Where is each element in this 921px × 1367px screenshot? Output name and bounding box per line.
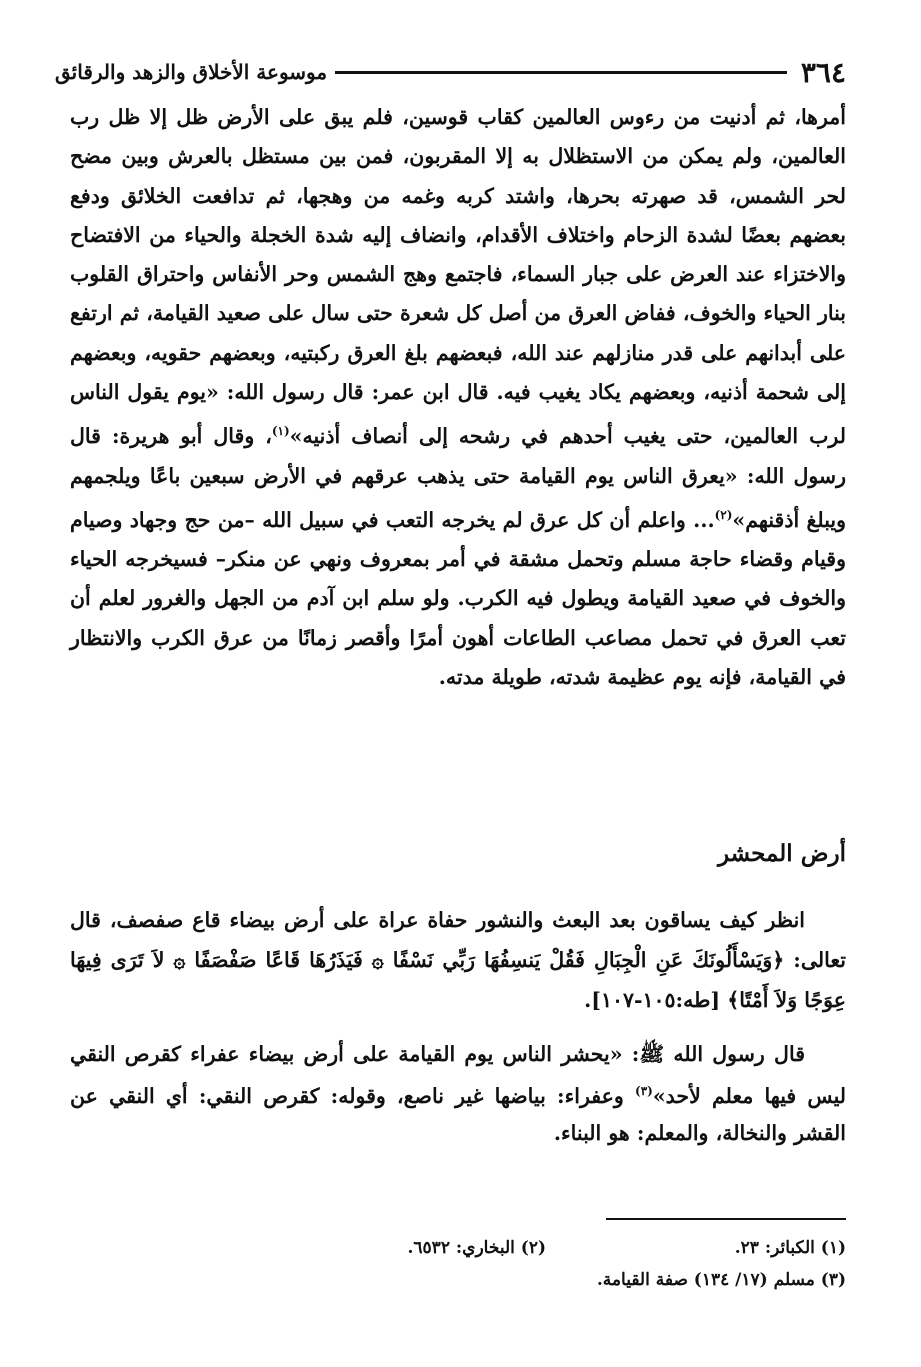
footnote-1: (١) الكبائر: ٢٣. — [734, 1238, 846, 1258]
footnote-row — [70, 1232, 846, 1264]
page-header — [55, 52, 846, 92]
verse-reference: [طه:١٠٥-١٠٧]. — [584, 988, 728, 1012]
paragraph-3a: قال رسول الله ﷺ: «يحشر الناس يوم القيامة على أرض بيضاء عفراء كقرص النقي ليس فيها معلم لأحد» — [70, 1042, 847, 1108]
footnote-divider — [606, 1218, 846, 1220]
quran-verse: ﴿وَيَسْأَلُونَكَ عَنِ الْجِبَالِ فَقُلْ يَنسِفُهَا رَبِّي نَسْفًا ۞ فَيَذَرُهَا قَاعًا صَفْصَفًا ۞ لاَ تَرَى فِيهَا عِوَجًا وَلاَ أَمْتًا﴾ — [70, 948, 846, 1012]
section-heading: أرض المحشر — [717, 840, 846, 867]
footnote-ref-3[interactable]: (٣) — [635, 1084, 653, 1098]
main-paragraph — [70, 98, 846, 697]
footnote-2: (٢) البخاري: ٦٥٣٢. — [407, 1238, 546, 1258]
header-title: موسوعة الأخلاق والزهد والرقائق — [55, 60, 328, 84]
footnote-3: (٣) مسلم (١٧/ ١٣٤) صفة القيامة. — [596, 1270, 846, 1290]
footnote-row — [70, 1264, 846, 1296]
page-number: ٣٦٤ — [800, 55, 846, 89]
paragraph-2-intro: انظر كيف يساقون بعد البعث والنشور حفاة عراة على أرض بيضاء قاع صفصف، قال تعالى: — [70, 908, 846, 972]
paragraph-1c: ... واعلم أن كل عرق لم يخرجه التعب في سبيل الله –من حج وجهاد وصيام وقيام وقضاء حاجة مسلم وتحمل مشقة في أمر بمعروف ونهي عن منكر– فسيخرجه الحياء والخوف في صعيد القيامة ويطول فيه الكرب. ولو سلم ابن آدم من الجهل والغرور لعلم أن تعب العرق في تحمل مصاعب الطاعات أهون أمرًا وأقصر زمانًا من عرق الكرب والانتظار في القيامة، فإنه يوم عظيمة شدته، طويلة مدته. — [70, 507, 846, 689]
footnotes — [70, 1232, 846, 1296]
paragraph-3b: وعفراء: بياضها غير ناصع، وقوله: كقرص النقي: أي النقي عن القشر والنخالة، والمعلم: هو البناء. — [70, 1083, 846, 1145]
paragraph-1b: ، وقال أبو هريرة: قال رسول الله: «يعرق الناس يوم القيامة حتى يذهب عرقهم في الأرض سبعين باعًا ويلجمهم ويبلغ أذقنهم» — [70, 424, 846, 532]
paragraph-1: أمرها، ثم أدنيت من رءوس العالمين كقاب قوسين، فلم يبق على الأرض ظل إلا ظل رب العالمين، ولم يمكن من الاستظلال به إلا المقربون، فمن بين مستظل بالعرش وبين مضح لحر الشمس، قد صهرته بحرها، واشتد كربه وغمه من وهجها، ثم تدافعت الخلائق ودفع بعضهم بعضًا لشدة الزحام واختلاف الأقدام، وانضاف إليه شدة الخجلة والحياء من الافتضاح والاختزاء عند العرض على جبار السماء، فاجتمع وهج الشمس وحر الأنفاس واحتراق القلوب بنار الحياء والخوف، ففاض العرق من أصل كل شعرة حتى سال على صعيد القيامة، ثم ارتفع على أبدانهم على قدر منازلهم عند الله، فبعضهم بلغ العرق ركبتيه، وبعضهم حقويه، وبعضهم إلى شحمة أذنيه، وبعضهم يكاد يغيب فيه. قال ابن عمر: قال رسول الله: «يوم يقول الناس لرب العالمين، حتى يغيب أحدهم في رشحه إلى أنصاف أذنيه» — [70, 105, 846, 449]
footnote-ref-2[interactable]: (٢) — [714, 507, 733, 522]
header-rule — [335, 71, 787, 74]
paragraph-2 — [70, 900, 846, 1020]
footnote-ref-1[interactable]: (١) — [271, 424, 290, 439]
paragraph-3 — [70, 1036, 846, 1152]
